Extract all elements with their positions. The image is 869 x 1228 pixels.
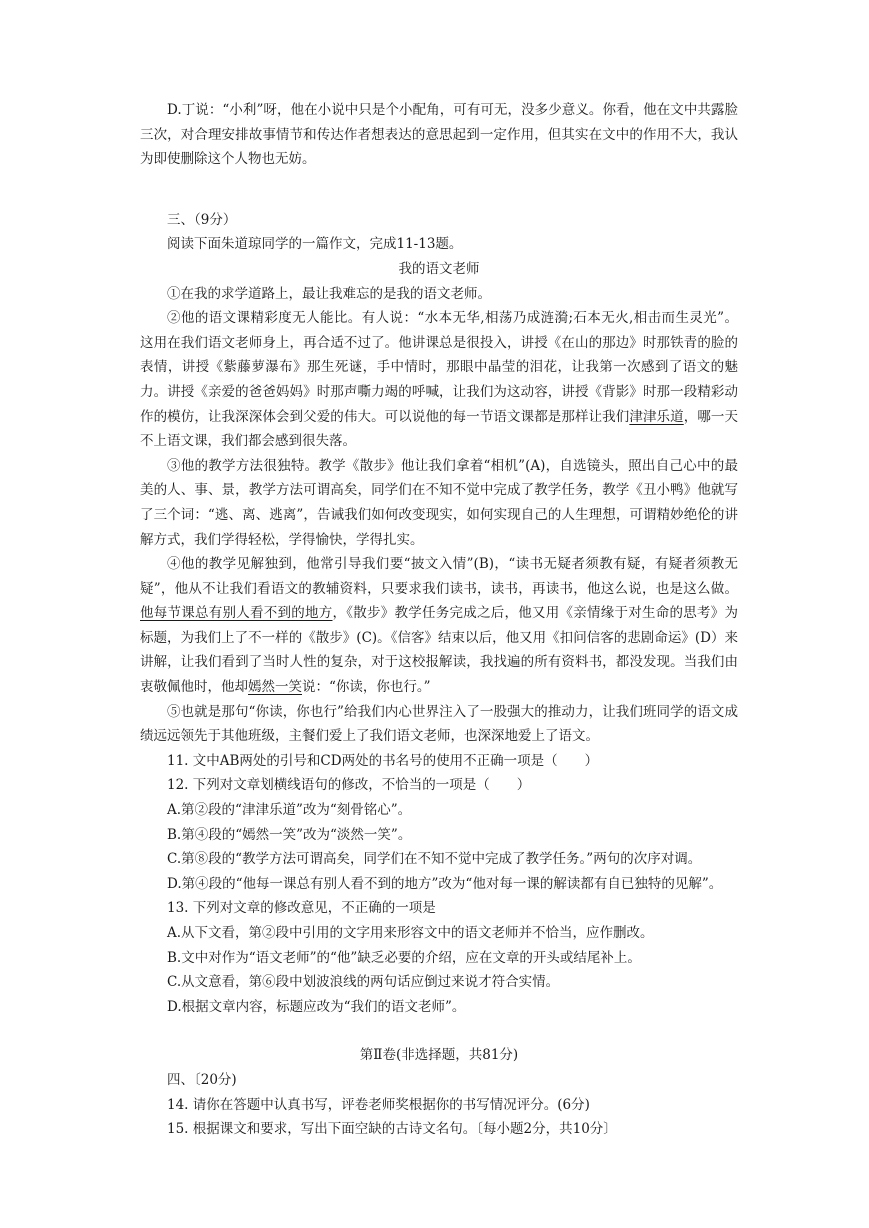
essay-paragraph-4-text-c: 说：“你读，你也行。”: [302, 679, 431, 696]
essay-paragraph-4-text-b: ，《散步》教学任务完成之后，他又用《亲情缘于对生命的思考》为标题，为我们上了不一样的《散步》(C)。《信客》结束以后，他又用《扣问信客的悲剧命运》(D）来讲解，让我们看到了当时人性的复杂，对于这校报解读，我找遍的所有资料书，都没发现。当我们由衷敬佩他时，他却: [140, 605, 738, 696]
question-15: 15. 根据课文和要求，写出下面空缺的古诗文名句。〔每小题2分，共10分〕: [167, 1121, 617, 1138]
underlined-phrase-1: 津津乐道: [629, 408, 684, 425]
essay-paragraph-5: ⑤也就是那句“你读，你也行”给我们内心世界注入了一股强大的推动力，让我们班同学的语文成绩远远领先于其他班级，主餐们爱上了我们语文老师，也深深地爱上了语文。: [140, 703, 738, 745]
question-12: 12. 下列对文章划横线语句的修改，不恰当的一项是（ ）: [167, 777, 531, 794]
question-11: 11. 文中AB两处的引号和CD两处的书名号的使用不正确一项是（ ）: [167, 752, 599, 769]
essay-paragraph-4: [140, 552, 738, 700]
question-13-option-c: C.从文意看，第⑥段中划波浪线的两句话应倒过来说才符合实情。: [167, 974, 560, 991]
question-13: 13. 下列对文章的修改意见，不正确的一项是: [167, 900, 436, 917]
essay-paragraph-3: ③他的教学方法很独特。教学《散步》他让我们拿着“相机”(A)，自选镜头，照出自己心中的最美的人、事、景，教学方法可谓高矣，同学们在不知不觉中完成了教学任务，教学《丑小鸭》他就写了三个词：“逃、离、逃离”，告诫我们如何改变现实，如何实现自己的人生理想，可谓精妙绝伦的讲解方式，我们学得轻松，学得愉快，学得扎实。: [140, 457, 738, 548]
question-13-option-a: A.从下文看，第②段中引用的文字用来形容文中的语文老师并不恰当，应作删改。: [167, 925, 654, 941]
part-2-heading: 第Ⅱ卷(非选择题，共81分): [359, 1047, 519, 1064]
underlined-sentence: 他每节课总有别人看不到的地方: [140, 605, 333, 622]
option-d-paragraph: D.丁说：“小利”呀，他在小说中只是个小配角，可有可无，没多少意义。你看，他在文中共露脸三次，对合理安排故事情节和传达作者想表达的意思起到一定作用，但其实在文中的作用不大，我认为即使删除这个人物也无妨。: [140, 102, 738, 168]
essay-paragraph-4-text-a: ④他的教学见解独到，他常引导我们要“披文入情”(B)，“读书无疑者须教有疑，有疑者须教无疑”，他从不让我们看语文的教辅资料，只要求我们读书，读书，再读书，他这么说，也是这么做。: [140, 556, 738, 597]
question-12-option-a: A.第②段的“津津乐道”改为“刻骨铭心”。: [167, 802, 412, 819]
document-body: [140, 98, 738, 1142]
question-14: 14. 请你在答题中认真书写，评卷老师奖根据你的书写情况评分。(6分): [167, 1096, 590, 1113]
essay-paragraph-2: [140, 306, 738, 454]
essay-paragraph-2-end: ，哪一天不上语文课，我们都会感到很失落。: [140, 408, 739, 450]
question-13-option-d: D.根据文章内容，标题应改为“我们的语文老师”。: [167, 998, 466, 1015]
question-13-option-b: B.文中对作为“语文老师”的“他”缺乏必要的介绍，应在文章的开头或结尾补上。: [167, 949, 641, 966]
underlined-phrase-2: 嫣然一笑: [248, 679, 302, 696]
question-12-option-c: C.第⑧段的“教学方法可谓高矣，同学们在不知不觉中完成了教学任务。”两句的次序对调。: [167, 851, 702, 868]
question-12-option-b: B.第④段的“嫣然一笑”改为“淡然一笑”。: [167, 826, 412, 843]
reading-instruction: 阅读下面朱道琼同学的一篇作文，完成11-13题。: [167, 236, 463, 253]
section-4-heading: 四、〔20分): [167, 1071, 237, 1088]
essay-paragraph-2-text: ②他的语文课精彩度无人能比。有人说：“水本无华,相荡乃成涟漪;石本无火,相击而生灵光”。 这用在我们语文老师身上，再合适不过了。他讲课总是很投入，讲授《在山的那边》时那铁青的脸的表情，讲授《紫藤萝瀑布》那生死谜，手中情时，那眼中晶莹的泪花，让我第一次感到了语文的魅力。讲授《亲爱的爸爸妈妈》时那声嘶力竭的呼喊，让我们为这动容，讲授《背影》时那一段精彩动作的模仿，让我深深体会到父爱的伟大。可以说他的每一节语文课都是那样让我们: [140, 310, 738, 425]
section-3-heading: 三、（9分）: [167, 211, 237, 228]
essay-paragraph-1: ①在我的求学道路上，最让我难忘的是我的语文老师。: [167, 285, 491, 302]
question-12-option-d: D.第④段的“他每一课总有别人看不到的地方”改为“他对每一课的解读都有自已独特的见解”。: [167, 875, 723, 892]
essay-title: 我的语文老师: [398, 260, 480, 277]
